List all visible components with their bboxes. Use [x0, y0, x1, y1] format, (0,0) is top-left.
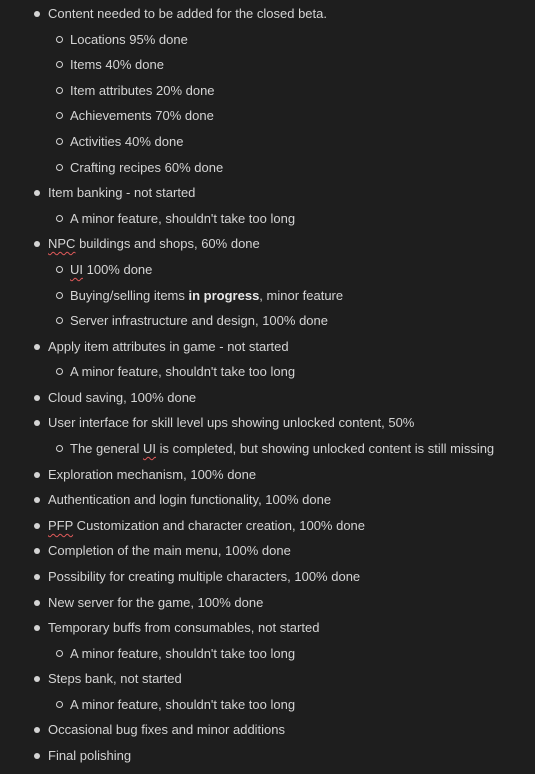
list-item-text: Possibility for creating multiple characters, 100% done: [48, 569, 361, 584]
list-item-text: Locations 95% done: [70, 32, 188, 47]
list-item: [0, 132, 535, 152]
list-item-text: Items 40% done: [70, 57, 164, 72]
list-item: [0, 567, 535, 587]
misspelled-word: UI: [70, 262, 83, 277]
list-item: [0, 158, 535, 178]
bullet-disc: [34, 395, 40, 401]
bullet-disc: [34, 548, 40, 554]
bullet-disc: [34, 344, 40, 350]
list-item-text: Apply item attributes in game - not started: [48, 339, 289, 354]
list-item-text: Crafting recipes 60% done: [70, 160, 224, 175]
bullet-disc: [34, 600, 40, 606]
list-item-text: The general UI is completed, but showing unlocked content is still missing: [70, 441, 495, 456]
list-item: [0, 183, 535, 203]
bullet-circle: [56, 112, 63, 119]
bullet-disc: [34, 190, 40, 196]
list-item-text: Exploration mechanism, 100% done: [48, 467, 257, 482]
list-item: [0, 81, 535, 101]
list-item: [0, 746, 535, 766]
bullet-disc: [34, 676, 40, 682]
list-item: [0, 669, 535, 689]
bullet-circle: [56, 87, 63, 94]
bullet-circle: [56, 36, 63, 43]
misspelled-word: UI: [143, 441, 156, 456]
bullet-disc: [34, 753, 40, 759]
list-item-text: Content needed to be added for the closed beta.: [48, 6, 327, 21]
list-item: [0, 388, 535, 408]
list-item: [0, 30, 535, 50]
list-item-text: Item attributes 20% done: [70, 83, 215, 98]
misspelled-word: NPC: [48, 236, 76, 251]
list-item-text: PFP Customization and character creation, 100% done: [48, 518, 366, 533]
list-item: [0, 311, 535, 331]
list-item-text: UI 100% done: [70, 262, 153, 277]
bullet-disc: [34, 241, 40, 247]
list-item: [0, 4, 535, 24]
list-item: [0, 490, 535, 510]
list-item-text: Authentication and login functionality, 100% done: [48, 492, 332, 507]
list-item: [0, 720, 535, 740]
bullet-circle: [56, 138, 63, 145]
list-item: [0, 439, 535, 459]
bullet-circle: [56, 61, 63, 68]
bullet-circle: [56, 317, 63, 324]
list-item-text: A minor feature, shouldn't take too long: [70, 211, 296, 226]
list-item-text: Item banking - not started: [48, 185, 196, 200]
list-item-text: Buying/selling items in progress, minor feature: [70, 288, 344, 303]
bullet-disc: [34, 11, 40, 17]
bullet-disc: [34, 497, 40, 503]
list-item: [0, 593, 535, 613]
list-item: [0, 337, 535, 357]
list-item: [0, 695, 535, 715]
list-item-text: User interface for skill level ups showing unlocked content, 50%: [48, 415, 415, 430]
list-item-text: New server for the game, 100% done: [48, 595, 264, 610]
list-item-text: Temporary buffs from consumables, not started: [48, 620, 320, 635]
list-item-text: Cloud saving, 100% done: [48, 390, 197, 405]
list-item-text: A minor feature, shouldn't take too long: [70, 697, 296, 712]
bullet-disc: [34, 625, 40, 631]
list-item: [0, 234, 535, 254]
bold-text: in progress: [188, 288, 260, 303]
list-item: [0, 260, 535, 280]
list-item: [0, 413, 535, 433]
list-item: [0, 286, 535, 306]
bullet-circle: [56, 701, 63, 708]
list-item: [0, 516, 535, 536]
list-item-text: Server infrastructure and design, 100% done: [70, 313, 328, 328]
list-item: [0, 209, 535, 229]
bullet-disc: [34, 523, 40, 529]
bullet-circle: [56, 164, 63, 171]
list-item-text: A minor feature, shouldn't take too long: [70, 364, 296, 379]
list-item-text: Completion of the main menu, 100% done: [48, 543, 291, 558]
list-item: [0, 106, 535, 126]
list-item-text: Final polishing: [48, 748, 132, 763]
bullet-circle: [56, 215, 63, 222]
bullet-disc: [34, 472, 40, 478]
list-item-text: Activities 40% done: [70, 134, 184, 149]
misspelled-word: PFP: [48, 518, 74, 533]
bullet-circle: [56, 292, 63, 299]
bullet-circle: [56, 368, 63, 375]
bullet-disc: [34, 574, 40, 580]
list-item: [0, 362, 535, 382]
list-item: [0, 541, 535, 561]
list-item: [0, 644, 535, 664]
list-item: [0, 55, 535, 75]
list-item-text: Steps bank, not started: [48, 671, 182, 686]
list-item: [0, 465, 535, 485]
list-item-text: A minor feature, shouldn't take too long: [70, 646, 296, 661]
list-item: [0, 618, 535, 638]
bullet-circle: [56, 445, 63, 452]
bullet-circle: [56, 650, 63, 657]
list-item-text: Occasional bug fixes and minor additions: [48, 722, 286, 737]
bullet-disc: [34, 727, 40, 733]
bullet-disc: [34, 420, 40, 426]
list-item-text: Achievements 70% done: [70, 108, 214, 123]
list-item-text: NPC buildings and shops, 60% done: [48, 236, 260, 251]
bullet-circle: [56, 266, 63, 273]
